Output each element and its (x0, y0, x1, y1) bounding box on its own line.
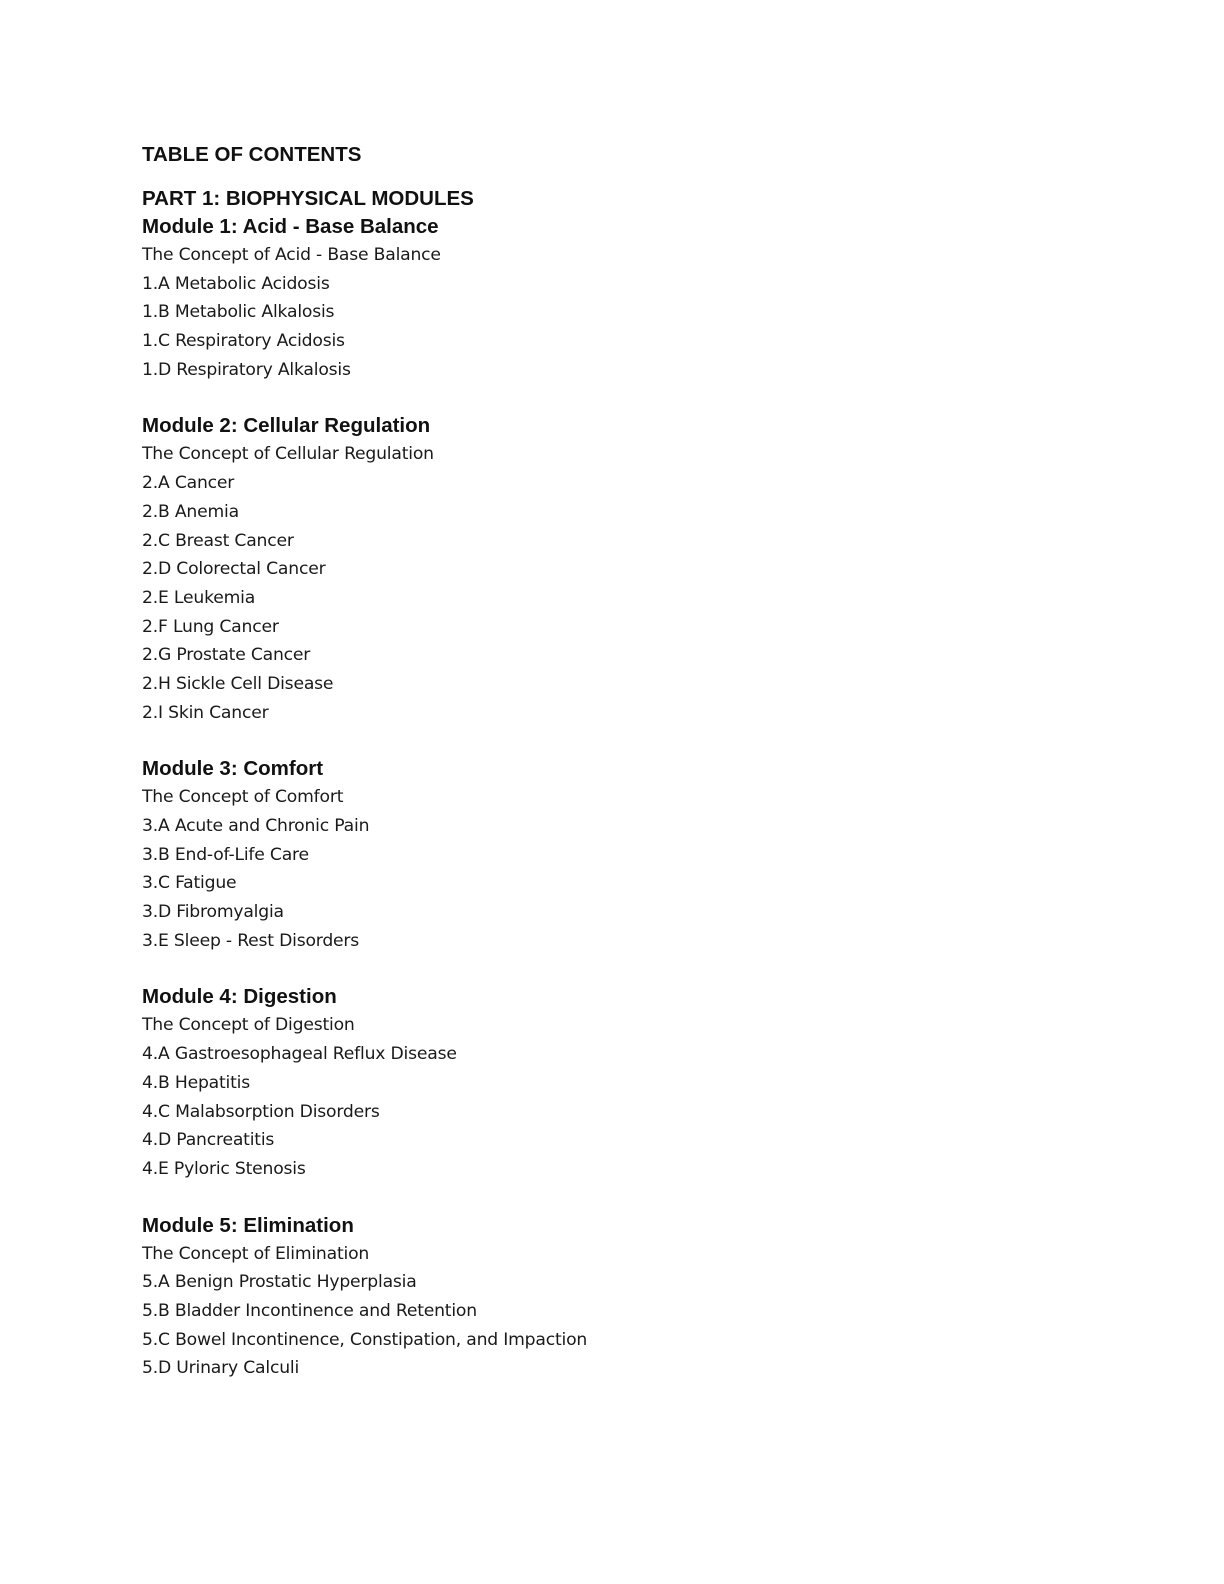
toc-entry: 2.E Leukemia (142, 587, 256, 608)
toc-entry: 2.I Skin Cancer (142, 702, 269, 723)
toc-entry: 5.B Bladder Incontinence and Retention (142, 1300, 477, 1321)
toc-entry: 2.H Sickle Cell Disease (142, 673, 334, 694)
toc-entry: 4.E Pyloric Stenosis (142, 1158, 306, 1179)
toc-entry: 3.B End-of-Life Care (142, 844, 309, 865)
toc-entry: The Concept of Elimination (142, 1243, 370, 1264)
toc-content (142, 141, 1122, 1383)
module-item-list (142, 440, 1122, 727)
module-section (142, 213, 1122, 384)
toc-entry: 3.E Sleep - Rest Disorders (142, 930, 360, 951)
page-title: TABLE OF CONTENTS (142, 143, 362, 166)
module-item-list (142, 241, 1122, 384)
module-item-list (142, 783, 1122, 955)
toc-entry: 4.C Malabsorption Disorders (142, 1101, 380, 1122)
toc-entry: 3.D Fibromyalgia (142, 902, 284, 923)
toc-entry: 5.A Benign Prostatic Hyperplasia (142, 1272, 417, 1293)
toc-entry: 2.B Anemia (142, 501, 239, 522)
module-section (142, 1212, 1122, 1383)
toc-entry: 2.A Cancer (142, 473, 235, 494)
module-heading: Module 5: Elimination (142, 1213, 354, 1237)
module-heading: Module 2: Cellular Regulation (142, 414, 431, 438)
toc-entry: The Concept of Cellular Regulation (142, 444, 434, 465)
toc-entry: 2.D Colorectal Cancer (142, 559, 326, 580)
module-heading: Module 4: Digestion (142, 985, 337, 1009)
toc-entry: 4.A Gastroesophageal Reflux Disease (142, 1044, 457, 1065)
toc-entry: 4.B Hepatitis (142, 1072, 250, 1093)
toc-entry: 2.C Breast Cancer (142, 530, 294, 551)
toc-entry: 3.A Acute and Chronic Pain (142, 816, 370, 836)
module-section (142, 755, 1122, 955)
toc-entry: 3.C Fatigue (142, 873, 237, 894)
toc-entry: The Concept of Comfort (142, 787, 344, 808)
toc-entry: 5.D Urinary Calculi (142, 1358, 300, 1379)
module-heading: Module 1: Acid - Base Balance (142, 215, 439, 238)
module-item-list (142, 1240, 1122, 1383)
toc-entry: 2.G Prostate Cancer (142, 645, 311, 666)
toc-entry: The Concept of Digestion (142, 1015, 355, 1036)
toc-entry: 4.D Pancreatitis (142, 1130, 275, 1151)
toc-entry: 2.F Lung Cancer (142, 616, 279, 637)
toc-entry: 1.B Metabolic Alkalosis (142, 302, 335, 323)
toc-entry: The Concept of Acid - Base Balance (142, 245, 441, 265)
module-heading: Module 3: Comfort (142, 757, 324, 781)
toc-entry: 5.C Bowel Incontinence, Constipation, and Impaction (142, 1329, 588, 1350)
toc-entry: 1.D Respiratory Alkalosis (142, 359, 351, 380)
module-item-list (142, 1011, 1122, 1183)
module-list (142, 213, 1122, 1383)
module-section (142, 983, 1122, 1183)
toc-entry: 1.A Metabolic Acidosis (142, 273, 330, 294)
part-title: PART 1: BIOPHYSICAL MODULES (142, 187, 474, 210)
module-section (142, 412, 1122, 727)
toc-entry: 1.C Respiratory Acidosis (142, 331, 345, 352)
